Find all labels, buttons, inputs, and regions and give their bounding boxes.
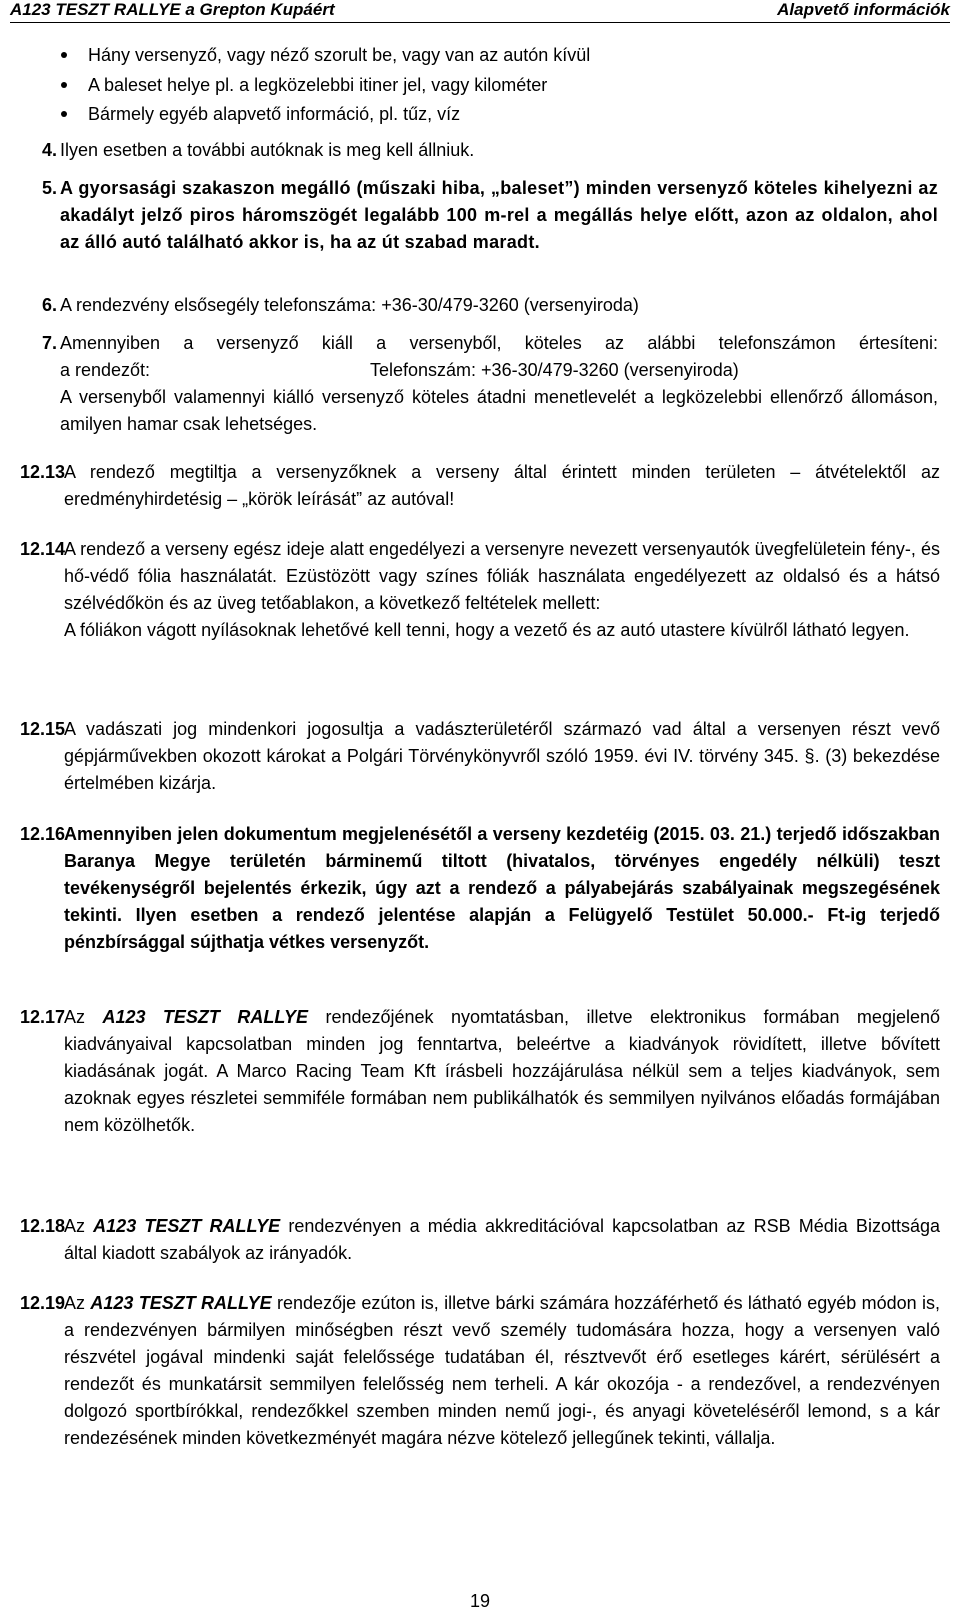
numbered-item-7 — [42, 330, 938, 438]
section-body — [64, 536, 940, 644]
section-body — [64, 1290, 940, 1452]
section-12-18 — [20, 1213, 940, 1267]
bullet-dot-icon — [61, 111, 67, 117]
section-text: Amennyiben jelen dokumentum megjelenésétől a verseny kezdetéig (2015. 03. 21.) terjedő időszakban Baranya Megye területén bárminemű tiltott (hivatalos, törvényes engedély nélküli) teszt tevékenységről bejelentés érkezik, úgy azt a rendező a pályabejárás szabályainak megszegésének tekinti. Ilyen esetben a rendező jelentése alapján a Felügyelő Testület 50.000.- Ft-ig terjedő pénzbírsággal sújthatja vétkes versenyzőt. — [64, 824, 940, 952]
section-number: 12.17 — [20, 1007, 66, 1027]
section-12-15 — [20, 716, 940, 797]
item-text: A gyorsasági szakaszon megálló (műszaki hiba, „baleset”) minden versenyző köteles kihelyezni az akadályt jelző piros háromszögét legalább 100 m-rel a megállás helye előtt, azon az oldalon, ahol az álló autó található akkor is, ha az út szabad maradt. — [60, 178, 938, 252]
section-number: 12.14 — [20, 539, 66, 559]
section-number: 12.18 — [20, 1216, 66, 1236]
header-section: Alapvető információk — [777, 0, 950, 19]
bullet-text: Hány versenyző, vagy néző szorult be, vagy van az autón kívül — [88, 45, 591, 65]
bullet-item — [88, 101, 938, 128]
item-body — [60, 330, 938, 438]
item-number: 5. — [42, 178, 58, 198]
item-number: 4. — [42, 140, 58, 160]
section-text: Az — [64, 1007, 103, 1027]
item-number: 7. — [42, 333, 58, 353]
section-body — [64, 1213, 940, 1267]
section-body — [64, 1004, 940, 1139]
section-text: A rendező megtiltja a versenyzőknek a verseny által érintett minden területen – átvételektől az eredményhirdetésig – „körök leírását” az autóval! — [64, 462, 940, 509]
event-name: A123 TESZT RALLYE — [93, 1216, 281, 1236]
section-text: rendezője ezúton is, illetve bárki számára hozzáférhető és látható egyéb módon is, a rendezvényen bármilyen minőségben részt vevő személy tudomására hozza, hogy a versenyen való részvétel jogával mindenki saját felelőssége tudatában él, résztvevőt érő esetleges kárért, sérülésért a rendezőt és munkatársit semmilyen felelősség nem terheli. A kár okozója - a rendezővel, a rendezvényen dolgozó sportbírókkal, rendezőkkel szemben minden nemű jogi-, és anyagi követeléséről lemond, s a kár rendezésének minden következményét magára nézve kötelező jellegűnek tekinti, vállalja. — [64, 1293, 941, 1448]
bullet-dot-icon — [61, 82, 67, 88]
bullet-item — [88, 42, 938, 69]
phone-number: Telefonszám: +36-30/479-3260 (versenyiroda) — [370, 360, 739, 380]
page-number: 19 — [469, 1591, 491, 1611]
numbered-item-5 — [42, 175, 938, 256]
section-12-14 — [20, 536, 940, 644]
item-text: Ilyen esetben a további autóknak is meg kell állniuk. — [60, 140, 475, 160]
section-number: 12.13 — [20, 462, 66, 482]
section-text: rendezvényen a média akkreditációval kapcsolatban az RSB Média Bizottsága által kiadott szabályok az irányadók. — [64, 1216, 940, 1263]
section-text: Az — [64, 1216, 94, 1236]
section-text: Az — [64, 1293, 91, 1313]
numbered-item-6 — [42, 292, 938, 319]
section-number: 12.16 — [20, 824, 66, 844]
header-title: A123 TESZT RALLYE a Grepton Kupáért — [10, 0, 335, 19]
bullet-item — [88, 72, 938, 99]
page-header — [10, 0, 950, 23]
phone-row — [60, 357, 938, 384]
section-text: A vadászati jog mindenkori jogosultja a vadászterületéről származó vad által a versenyen részt vevő gépjárművekben okozott károkat a Polgári Törvénykönyvről szóló 1959. évi IV. törvény 345. §. (3) bekezdése értelmében kizárja. — [64, 719, 940, 793]
section-text: rendezőjének nyomtatásban, illetve elektronikus formában megjelenő kiadványaival kapcsolatban minden jog fenntartva, beleértve a kiadványok rövidített, illetve bővített kiadásának jogát. A Marco Racing Team Kft írásbeli hozzájárulása nélkül sem a teljes kiadványok, sem azoknak egyes részletei semmiféle formában nem publikálhatók és semmilyen nyilvános előadás formájában nem közölhetők. — [64, 1007, 940, 1135]
section-number: 12.15 — [20, 719, 66, 739]
section-12-13 — [20, 459, 940, 513]
item-text: A rendezvény elsősegély telefonszáma: +36-30/479-3260 (versenyiroda) — [60, 295, 639, 315]
event-name: A123 TESZT RALLYE — [90, 1293, 272, 1313]
item-text: A versenyből valamennyi kiálló versenyző köteles átadni menetlevelét a legközelebbi ellenőrző állomáson, amilyen hamar csak lehetséges. — [60, 387, 938, 434]
bullet-dot-icon — [61, 52, 67, 58]
section-text: A fóliákon vágott nyílásoknak lehetővé kell tenni, hogy a vezető és az autó utastere kívülről látható legyen. — [64, 620, 910, 640]
section-text: A rendező a verseny egész ideje alatt engedélyezi a versenyre nevezett versenyautók üvegfelületein fény-, és hő-védő fólia használatát. Ezüstözött vagy színes fóliák használata engedélyezett az oldalsó és a hátsó szélvédőkön és az üveg tetőablakon, a következő feltételek mellett: — [64, 539, 940, 613]
bullet-text: A baleset helye pl. a legközelebbi itiner jel, vagy kilométer — [88, 75, 548, 95]
bullet-text: Bármely egyéb alapvető információ, pl. tűz, víz — [88, 104, 461, 124]
event-name: A123 TESZT RALLYE — [102, 1007, 309, 1027]
phone-label: a rendezőt: — [60, 360, 151, 380]
item-text: Amennyiben a versenyző kiáll a versenyből, köteles az alábbi telefonszámon értesíteni: — [60, 333, 938, 353]
section-number: 12.19 — [20, 1293, 66, 1313]
item-number: 6. — [42, 295, 58, 315]
section-12-19 — [20, 1290, 940, 1452]
section-12-17 — [20, 1004, 940, 1139]
numbered-item-4 — [42, 137, 938, 164]
section-12-16 — [20, 821, 940, 956]
